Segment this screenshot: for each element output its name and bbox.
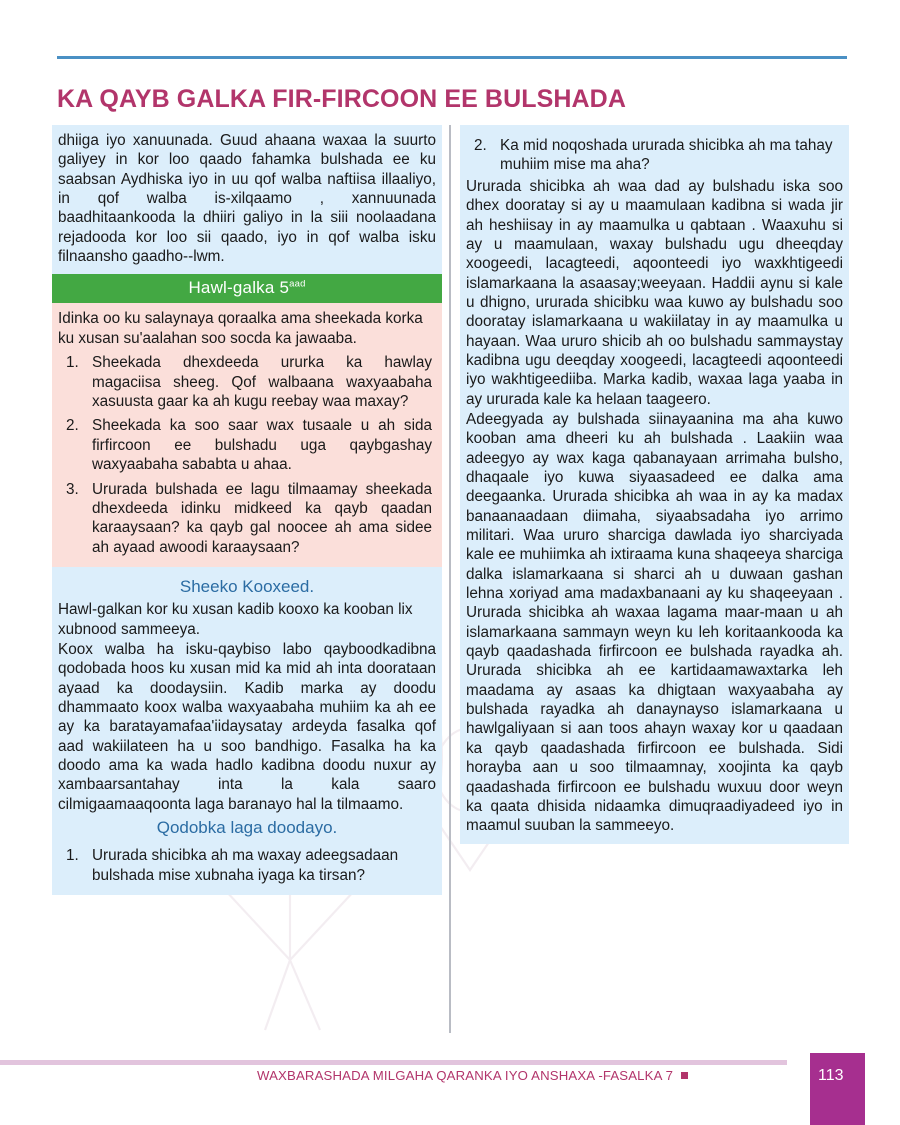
- list-item: Ka mid noqoshada ururada shicibka ah ma tahay muhiim mise ma aha?: [500, 137, 833, 174]
- footer-title-text: WAXBARASHADA MILGAHA QARANKA IYO ANSHAXA -FASALKA 7: [257, 1068, 674, 1083]
- list-item: Ururada bulshada ee lagu tilmaamay sheekada dhexdeeda idinku midkeed ka qayb qaadan karaaysaan? ka qayb gal noocee ah ama sidee ah ayaad awoodi karaaysaan?: [92, 480, 432, 556]
- footer-title: [257, 1068, 688, 1083]
- activity-banner-superscript: aad: [289, 278, 306, 290]
- page-number-badge: [810, 1053, 865, 1125]
- right-column: [460, 125, 849, 844]
- discussion-point-list-continued: [466, 136, 843, 175]
- body-paragraph: Adeegyada ay bulshada siinayaanina ma aha kuwo kooban ama dheeri ku ah bulshada . Laakiin waa adeegyo ay wax kaga qabanayaan arrimaha bulsho, dhaqaale iyo kuwa siyaasadeed ee dalka ama deegaanka. Ururada shicibka ah waa in ay ka madax banaanaadaan diimaha, siyaabsadaha iyo arrimo militari. Waa ururo sharciga dawlada iyo sharciyada kale ee muhiimka ah ixtiraama kuna shaqeeya sharciga dalka islamarkaana si sharci ah u duwaan gashan lehna xoriyad ama madaxbanaani ay ku shaqeeyaan . Ururada shicibka ah waxaa lagama maar-maan u ah islamarkaana sammayn weyn ku leh koritaankooda ka qayb qaadashada firfircoon ee bulshada rayadka ah. Ururada shicibka ah ee kartidaamawaxtarka leh maadama ay asaas ka dhigtaan waxyaabaha ay bulshada rayadka ah danaynayso islamarkaana u hawlgaliyaan si aan toos ahayn waxay kor u qaadaan ka qayb qaadashada firfircoon ee bulshada. Sidi horayba aan u soo tilmaamnay, xoojinta ka qayb qaadashada firfircoon ee bulshadu wuxuu door weyn ka qaata dhisida nidaamka dimuqraadiyadeed iyo in maamul suuban la sammeeyo.: [466, 410, 843, 835]
- body-paragraph: Ururada shicibka ah waa dad ay bulshadu iska soo dhex dooratay si ay u maamulaan kadibna si wada jir ah heshiisay in ay maamulka u qabtaan . Waaxuhu si ay u maamulaan, waxay bulshadu ugu dheeqday xoogeedi, lacagteedi, aqoonteedi iyo waxkhtigeedi islamarkaana la asaasay;weeyaan. Haddii aynu si kale u dhigno, ururada shicibku waa kuwo ay bulshadu soo dooratay islamarkaana u wakiilatay in ay maamulka u hayaan. Waa ururo shicib ah oo bulshadu sammaystay kadibna ugu deeqday xoogeedi, lacagteedi aqoonteedi iyo wakhtigeediiba. Marka kadib, waxaa laga yaaba in ay ururada kale ka helaan taageero.: [466, 177, 843, 408]
- group-story-paragraph: Hawl-galkan kor ku xusan kadib kooxo ka kooban lix xubnood sammeeya.: [58, 601, 413, 638]
- list-item: Sheekada ka soo saar wax tusaale u ah sida firfircoon ee bulshadu uga qaybgashay waxyaabaha sababta u ahaa.: [92, 417, 432, 474]
- header-rule: [57, 56, 847, 59]
- discussion-point-list: [58, 846, 436, 885]
- group-story-heading: Sheeko Kooxeed.: [179, 577, 315, 597]
- right-content-box: [460, 125, 849, 844]
- activity-instruction: Idinka oo ku salaynaya qoraalka ama sheekada korka ku xusan su'aalahan soo socda ka jawaaba.: [58, 310, 423, 347]
- activity-box: [52, 303, 442, 567]
- list-item: Ururada shicibka ah ma waxay adeegsadaan bulshada mise xubnaha iyaga ka tirsan?: [92, 847, 399, 884]
- intro-paragraph: dhiiga iyo xanuunada. Guud ahaana waxaa la suurto galiyey in kor loo qaado fahamka bulshada ee ku saabsan Aydhiska iyo in uu qof walba naftiisa illaaliyo, in qof walba is-xilqaamo , xannuunada baadhitaankooda la dhiiri galiyo in la siii noolaadana rejadooda kor loo sii qaado, iyo in qof walba isku filnaansho gaadho--lwm.: [58, 132, 436, 266]
- activity-banner-label: Hawl-galka 5: [188, 278, 290, 298]
- activity-banner: [52, 274, 442, 303]
- left-column: [52, 125, 442, 895]
- column-divider: [449, 125, 451, 1033]
- discussion-heading: Qodobka laga doodayo.: [156, 818, 338, 838]
- page-title: KA QAYB GALKA FIR-FIRCOON EE BULSHADA: [57, 84, 626, 113]
- group-story-box: [52, 567, 442, 895]
- group-story-paragraph: Koox walba ha isku-qaybiso labo qayboodkadibna qodobada hoos ku xusan mid ka mid ah inta doorataan ayaad ka doodaysiin. Kadib marka ay doodu dhammaato koox walba waxyaabaha muhiim ka ah ee ay ka baratayamafaa'iidaysatay ardeyda fasalka qof aad wakiilateen ha u soo bandhigo. Fasalka ha ka doodo ama ka wada hadlo kadibna doodu nuxur ay xambaarsantahay inta la kala saaro cilmigaamaaqoonta laga baranayo hal la tilmaamo.: [58, 641, 436, 813]
- footer-rule: [0, 1060, 787, 1065]
- activity-question-list: [58, 353, 436, 557]
- page-number: 113: [818, 1067, 844, 1084]
- square-bullet-icon: [681, 1072, 688, 1079]
- intro-text-box: [52, 125, 442, 274]
- list-item: Sheekada dhexdeeda ururka ka hawlay magaciisa sheeg. Qof walbaana waxyaabaha xasuusta gaar ka ah kugu reebay waa maxay?: [92, 354, 432, 410]
